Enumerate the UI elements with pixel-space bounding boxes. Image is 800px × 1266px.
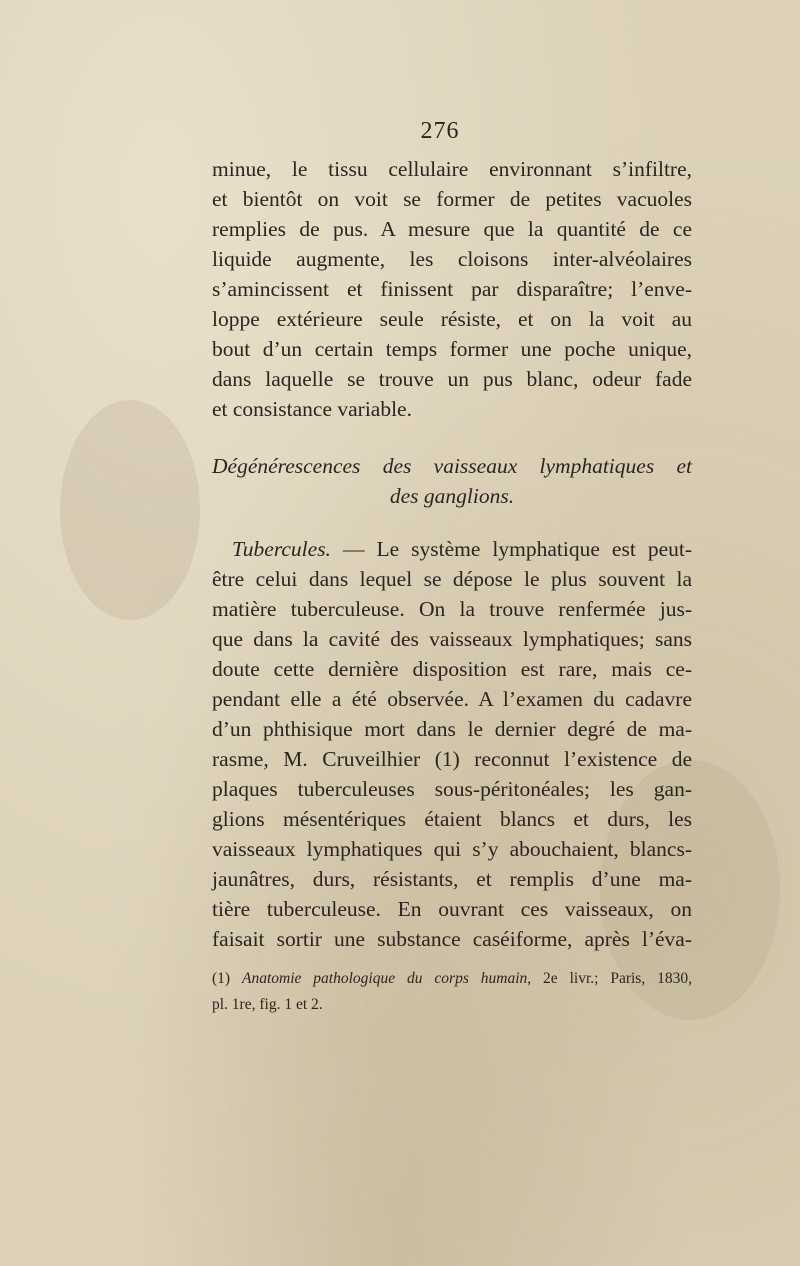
paragraph-tubercules bbox=[212, 534, 692, 954]
paragraph-continuation bbox=[212, 154, 692, 424]
text-line: et consistance variable. bbox=[212, 397, 412, 421]
text-line: et bientôt on voit se former de petites vacuoles bbox=[212, 187, 692, 211]
text-line: faisait sortir une substance caséiforme, après l’éva- bbox=[212, 927, 692, 951]
heading-line: des ganglions. bbox=[389, 484, 515, 508]
text-line: tière tuberculeuse. En ouvrant ces vaisseaux, on bbox=[212, 897, 692, 921]
text-line: liquide augmente, les cloisons inter-alvéolaires bbox=[212, 247, 692, 271]
footnote-line: pl. 1re, fig. 1 et 2. bbox=[212, 996, 323, 1013]
text-line: loppe extérieure seule résiste, et on la voit au bbox=[212, 307, 692, 331]
text-line: pendant elle a été observée. A l’examen du cadavre bbox=[212, 687, 692, 711]
citation-details: , 2e livr.; Paris, 1830, bbox=[527, 970, 692, 987]
text-line: plaques tuberculeuses sous-péritonéales; les gan- bbox=[212, 777, 692, 801]
heading-line: Dégénérescences des vaisseaux lymphatiques et bbox=[212, 454, 692, 478]
text-line: doute cette dernière disposition est rare, mais ce- bbox=[212, 657, 692, 681]
paper-stain bbox=[60, 400, 200, 620]
text-line: jaunâtres, durs, résistants, et remplis d’une ma- bbox=[212, 867, 692, 891]
run-in-heading: Tubercules. bbox=[232, 537, 331, 561]
text-run: — Le système lymphatique est peut- bbox=[330, 537, 692, 561]
text-line: s’amincissent et finissent par disparaître; l’enve- bbox=[212, 277, 692, 301]
text-line: remplies de pus. A mesure que la quantité de ce bbox=[212, 217, 692, 241]
cited-title: Anatomie pathologique du corps humain bbox=[241, 970, 528, 987]
text-line: vaisseaux lymphatiques qui s’y abouchaient, blancs- bbox=[212, 837, 692, 861]
page-number: 276 bbox=[420, 118, 460, 144]
text-line bbox=[212, 534, 692, 564]
text-line: bout d’un certain temps former une poche unique, bbox=[212, 337, 692, 361]
text-line: minue, le tissu cellulaire environnant s’infiltre, bbox=[212, 157, 692, 181]
text-line: matière tuberculeuse. On la trouve renfermée jus- bbox=[212, 597, 692, 621]
text-line: être celui dans lequel se dépose le plus souvent la bbox=[212, 567, 692, 591]
text-line: dans laquelle se trouve un pus blanc, odeur fade bbox=[212, 367, 692, 391]
section-heading bbox=[212, 451, 692, 511]
footnote bbox=[212, 966, 692, 1018]
text-line: rasme, M. Cruveilhier (1) reconnut l’existence de bbox=[212, 747, 692, 771]
text-line: que dans la cavité des vaisseaux lymphatiques; sans bbox=[212, 627, 692, 651]
text-line: glions mésentériques étaient blancs et durs, les bbox=[212, 807, 692, 831]
footnote-marker: (1) bbox=[212, 970, 242, 987]
text-line: d’un phthisique mort dans le dernier degré de ma- bbox=[212, 717, 692, 741]
footnote-line bbox=[212, 966, 692, 992]
